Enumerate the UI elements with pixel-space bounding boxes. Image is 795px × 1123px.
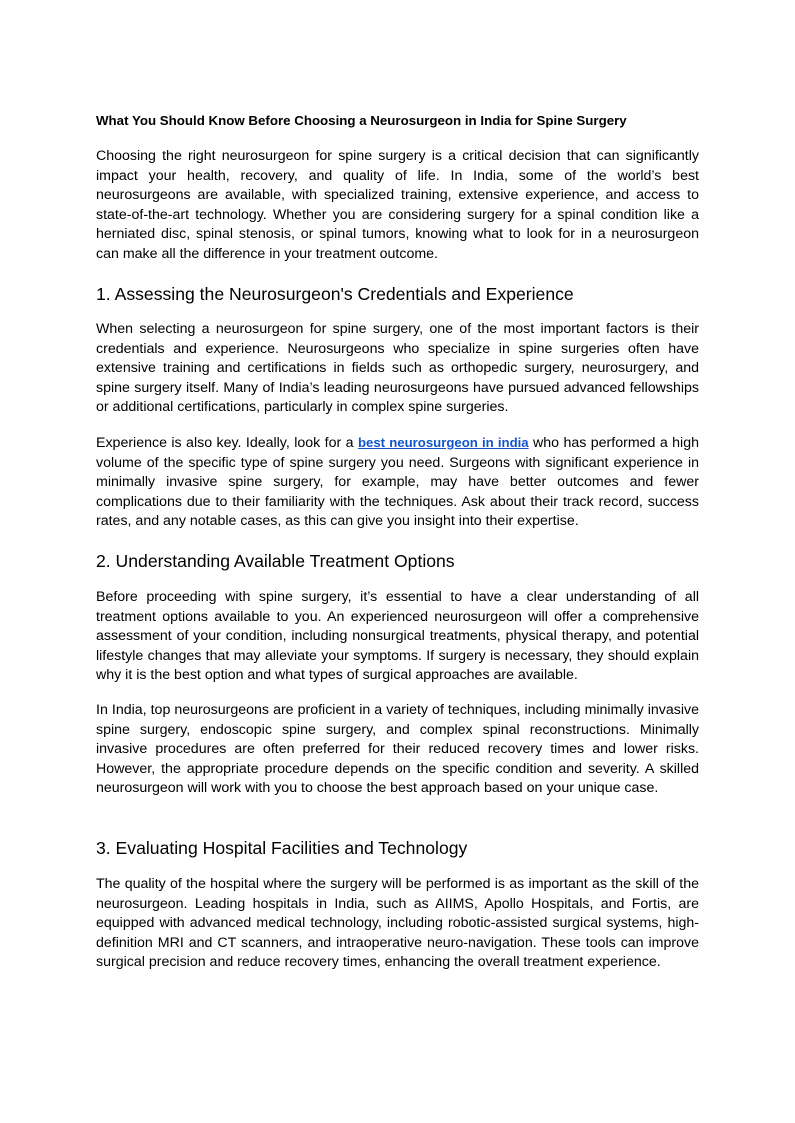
section-3-heading: 3. Evaluating Hospital Facilities and Technology bbox=[96, 838, 468, 858]
section-3-paragraph-1: The quality of the hospital where the surgery will be performed is as important as the skill of the neurosurgeon. Leading hospitals in India, such as AIIMS, Apollo Hospitals, and Fortis, are equipped with advanced medical technology, including robotic-assisted surgical systems, high-definition MRI and CT scanners, and intraoperative neuro-navigation. These tools can improve surgical precision and reduce recovery times, enhancing the overall treatment experience. bbox=[96, 876, 699, 970]
section-1-paragraph-2-lead: Experience is also key. Ideally, look for a bbox=[96, 435, 358, 451]
section-2-heading: 2. Understanding Available Treatment Options bbox=[96, 551, 455, 571]
section-2-paragraph-2: In India, top neurosurgeons are proficient in a variety of techniques, including minimally invasive spine surgery, endoscopic spine surgery, and complex spinal reconstructions. Minimally invasive procedures are often preferred for their reduced recovery times and lower risks. However, the appropriate procedure depends on the specific condition and severity. A skilled neurosurgeon will work with you to choose the best approach based on your unique case. bbox=[96, 702, 699, 796]
section-1-paragraph-2-rest: who has performed a high volume of the specific type of spine surgery you need. Surgeons with significant experience in minimally invasive spine surgery, for example, may have better outcomes and fewer complications due to their familiarity with the techniques. Ask about their track record, success rates, and any notable cases, as this can give you insight into their expertise. bbox=[96, 435, 699, 529]
section-2-paragraph-1: Before proceeding with spine surgery, it’s essential to have a clear understanding of all treatment options available to you. An experienced neurosurgeon will offer a comprehensive assessment of your condition, including nonsurgical treatments, physical therapy, and potential lifestyle changes that may alleviate your symptoms. If surgery is necessary, they should explain why it is the best option and what types of surgical approaches are available. bbox=[96, 589, 699, 683]
section-1-heading: 1. Assessing the Neurosurgeon's Credentials and Experience bbox=[96, 284, 574, 304]
document-title: What You Should Know Before Choosing a Neurosurgeon in India for Spine Surgery bbox=[96, 113, 627, 128]
section-1-paragraph-2 bbox=[96, 433, 699, 532]
intro-paragraph: Choosing the right neurosurgeon for spine surgery is a critical decision that can significantly impact your health, recovery, and quality of life. In India, some of the world’s best neurosurgeons are available, with specialized training, extensive experience, and access to state-of-the-art technology. Whether you are considering surgery for a spinal condition like a herniated disc, spinal stenosis, or spinal tumors, knowing what to look for in a neurosurgeon can make all the difference in your treatment outcome. bbox=[96, 148, 699, 262]
section-1-paragraph-1: When selecting a neurosurgeon for spine surgery, one of the most important factors is their credentials and experience. Neurosurgeons who specialize in spine surgeries often have extensive training and certifications in fields such as orthopedic surgery, neurosurgery, and spine surgery itself. Many of India’s leading neurosurgeons have pursued advanced fellowships or additional certifications, particularly in complex spine surgeries. bbox=[96, 321, 699, 415]
best-neurosurgeon-link[interactable]: best neurosurgeon in india bbox=[357, 435, 529, 450]
